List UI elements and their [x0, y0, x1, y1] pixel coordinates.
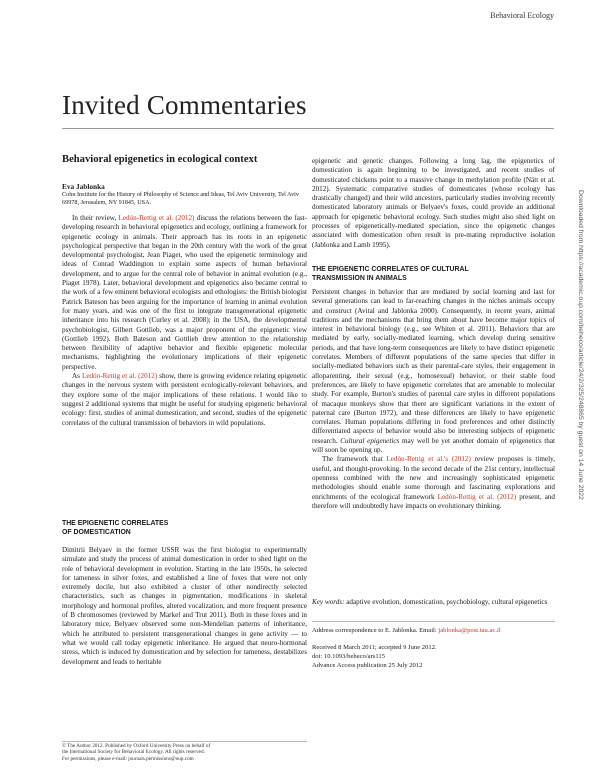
- cultural-text-end: may well be yet another domain of epigenetics that will soon be opening up.: [312, 436, 556, 455]
- correspondence-address: [312, 626, 555, 635]
- keywords-rule: [312, 621, 555, 622]
- cultural-paragraph-2: [312, 455, 555, 511]
- domestication-continuation: [312, 157, 555, 250]
- domestication-heading-line-2: OF DOMESTICATION: [62, 528, 131, 536]
- citation-link[interactable]: Ledón-Rettig et al. (2012): [81, 372, 158, 381]
- address-text: Address correspondence to E. Jablonka. Email:: [312, 627, 437, 634]
- cultural-heading: [312, 266, 555, 284]
- framework-end: present, and therefore will undoubtedly have impacts on evolutionary thinking.: [312, 492, 555, 510]
- cultural-heading-line-2: TRANSMISSION IN ANIMALS: [312, 274, 407, 282]
- doi: doi: 10.1093/beheco/ars115: [312, 652, 386, 660]
- intro-p2-lead: As: [72, 372, 80, 381]
- author-name: Eva Jablonka: [62, 182, 105, 191]
- copyright-footer: [62, 743, 307, 762]
- keywords-label: Key words:: [312, 598, 345, 606]
- copyright-line-1: © The Author 2012. Published by Oxford University Press on behalf of: [62, 743, 211, 749]
- journal-name: Behavioral Ecology: [490, 11, 554, 20]
- framework-text: review proposes is timely, useful, and thought-provoking. In the second decade of the 21st century, intellectual openness combined with the new and increasingly sophisticated epigenetic methodologies should enable some thorough and fascinating explorations and enrichments of the ecological framework: [312, 455, 555, 501]
- publication-info: [312, 644, 555, 670]
- intro-paragraph-1: [62, 214, 307, 372]
- article-title: Behavioral epigenetics in ecological context: [62, 154, 258, 165]
- intro-lead: In their review,: [72, 214, 117, 222]
- copyright-line-2: the International Society for Behavioral Ecology. All rights reserved.: [62, 749, 205, 756]
- domestication-paragraph: Dimitrii Belyaev in the former USSR was the first biologist to experimentally simulate and study the process of animal domestication in order to shed light on the role of behavioral development in evolution. Starting in the late 1950s, he selected for tameness in silver foxes, and established a line of foxes that were not only extremely docile, but also exhibited a cluster of other nondirectly selected characteristics, such as changes in pigmentation, modifications in skeletal morphology and hormonal profiles, altered vocalization, and more frequent presence of B chromosomes (reviewed by Markel and Trut 2011). Both in these foxes and in laboratory mice, Belyaev observed some non-Mendelian patterns of inheritance, which he attributed to persistent transgenerational changes in gene activity — to what we would call today epigenetic inheritance. He argued that neuro-hormonal stress, which is induced by domestication and by selection for tameness, destabilizes development and leads to heritable: [62, 546, 307, 666]
- section-title: Invited Commentaries: [62, 90, 307, 120]
- continuation-paragraph: epigenetic and genetic changes. Following a long lag, the epigenetics of domestication is again beginning to be investigated, and recent studies of domesticated chickens point to a massive change in methylation profile (Nätt et al. 2012). Systematic comparative studies of domesticates (whose ecology has drastically changed) and their wild ancestors, particularly studies involving recently domesticated laboratory animals or Belyaev's foxes, could provide an additional approach for epigenetic behavioral ecology. Such studies might also shed light on processes of epigenetically-mediated speciation, since the epigenetic changes associated with domestication often result in pre-mating reproductive isolation (Jablonka and Lamb 1995).: [312, 157, 555, 249]
- domestication-heading: [62, 520, 307, 538]
- email-link[interactable]: jablonka@post.tau.ac.il: [438, 627, 501, 634]
- advance-access: Advance Access publication 25 July 2012: [312, 661, 423, 669]
- header-rule: [62, 128, 554, 129]
- intro-paragraph-2: [62, 372, 307, 428]
- citation-link[interactable]: Ledón-Rettig et al. (2012): [437, 492, 517, 501]
- keywords: [312, 598, 555, 607]
- intro-p2-text: show, there is growing evidence relating epigenetic changes in the nervous system with persistent ecologically-relevant behaviors, and they explore some of the major implications of these relations. I would like to suggest 2 additional systems that might be useful for studying epigenetic behavioral ecology: first, studies of animal domestication, and second, studies of the epigenetic correlates of the cultural transmission of behaviors in wild populations.: [62, 372, 307, 427]
- author-affiliation: Cohn Institute for the History of Philosophy of Science and Ideas, Tel Aviv University, Tel Aviv 69978, Jerusalem, NY 91845, USA.: [62, 191, 299, 206]
- cultural-epigenetics-term: Cultural epigenetics: [340, 436, 400, 445]
- cultural-heading-line-1: THE EPIGENETIC CORRELATES OF CULTURAL: [312, 266, 469, 273]
- framework-lead: The framework that: [322, 455, 383, 464]
- domestication-heading-line-1: THE EPIGENETIC CORRELATES: [62, 520, 169, 527]
- intro-text: discuss the relations between the fast-developing research in behavioral epigenetics and ecology, outlining a framework for epigenetic ecology in animals. Their approach has its roots in an epigenetic psychological perspective that began in the 20th century with the work of the great developmental psychologist, Jean Piaget, who used the epigenetic terminology and ideas of Conrad Waddington to explain some aspects of human behavioral development, and to argue for the central role of behavior in animal evolution (e.g., Piaget 1978). Later, behavioral development and epigenetics also became central to the work of a few eminent behavioral ecologists and ethologists: the British biologist Patrick Bateson has been arguing for the importance of learning in animal evolution for many years, and was one of the first to integrate transgenerational epigenetic inheritance into his research (Curley et al. 2008); in the USA, the developmental psychobiologist, Gilbert Gottlieb, was a major proponent of the epigenetic view (Gottlieb 1992). Both Bateson and Gottlieb drew attention to the relationship between flexibility of adaptive behavior and flexible epigenetic molecular mechanisms, highlighting the evolutionary implications of their epigenetic perspective.: [62, 214, 308, 371]
- footer-rule: [62, 741, 307, 742]
- citation-link[interactable]: Ledón-Rettig et al. (2012): [118, 214, 195, 222]
- copyright-line-3: For permissions, please e-mail: journals.permissions@oup.com: [62, 755, 194, 762]
- keywords-value: adaptive evolution, domestication, psychobiology, cultural epigenetics: [346, 598, 548, 606]
- cultural-paragraph-1: [312, 288, 555, 455]
- received-date: Received 8 March 2011; accepted 9 June 2012.: [312, 644, 437, 651]
- citation-link[interactable]: Ledón-Rettig et al.'s (2012): [386, 455, 471, 464]
- intro-section: [62, 214, 307, 428]
- cultural-text: Persistent changes in behavior that are mediated by social learning and last for several generations can lead to far-reaching changes in the niches animals occupy and construct (Avital and Jablonka 2000). Consequently, in recent years, animal traditions and the mechanisms that bring them about have become major topics of interest in behavioral biology (e.g., see Whiten et al. 2011). Behaviors that are mediated by early, socially-mediated learning, which develop during sensitive periods, and that have long-term consequences are likely to have distinct epigenetic correlates. Members of different populations of the same species that differ in socially-mediated behaviors such as their parental-care styles, their engagement in alloparenting, their sexual (e.g., homosexual) behavior, or their stable food preferences, are likely to have epigenetic correlates that are amenable to molecular study. For example, Burton's studies of parental care styles in different populations of macaque monkeys show that there are significant variations in the extent of paternal care (Burton 1972), and these differences are likely to have epigenetic correlates. Human populations differing in food preferences and other distinctly differentiated aspects of behavior would also be interesting subjects of epigenetic research.: [312, 288, 555, 445]
- download-watermark: Downloaded from https://academic.oup.com/beheco/article/24/2/325/248865 by guest on 14 June 2022: [577, 190, 584, 500]
- domestication-body: [62, 546, 307, 667]
- cultural-body: [312, 288, 555, 511]
